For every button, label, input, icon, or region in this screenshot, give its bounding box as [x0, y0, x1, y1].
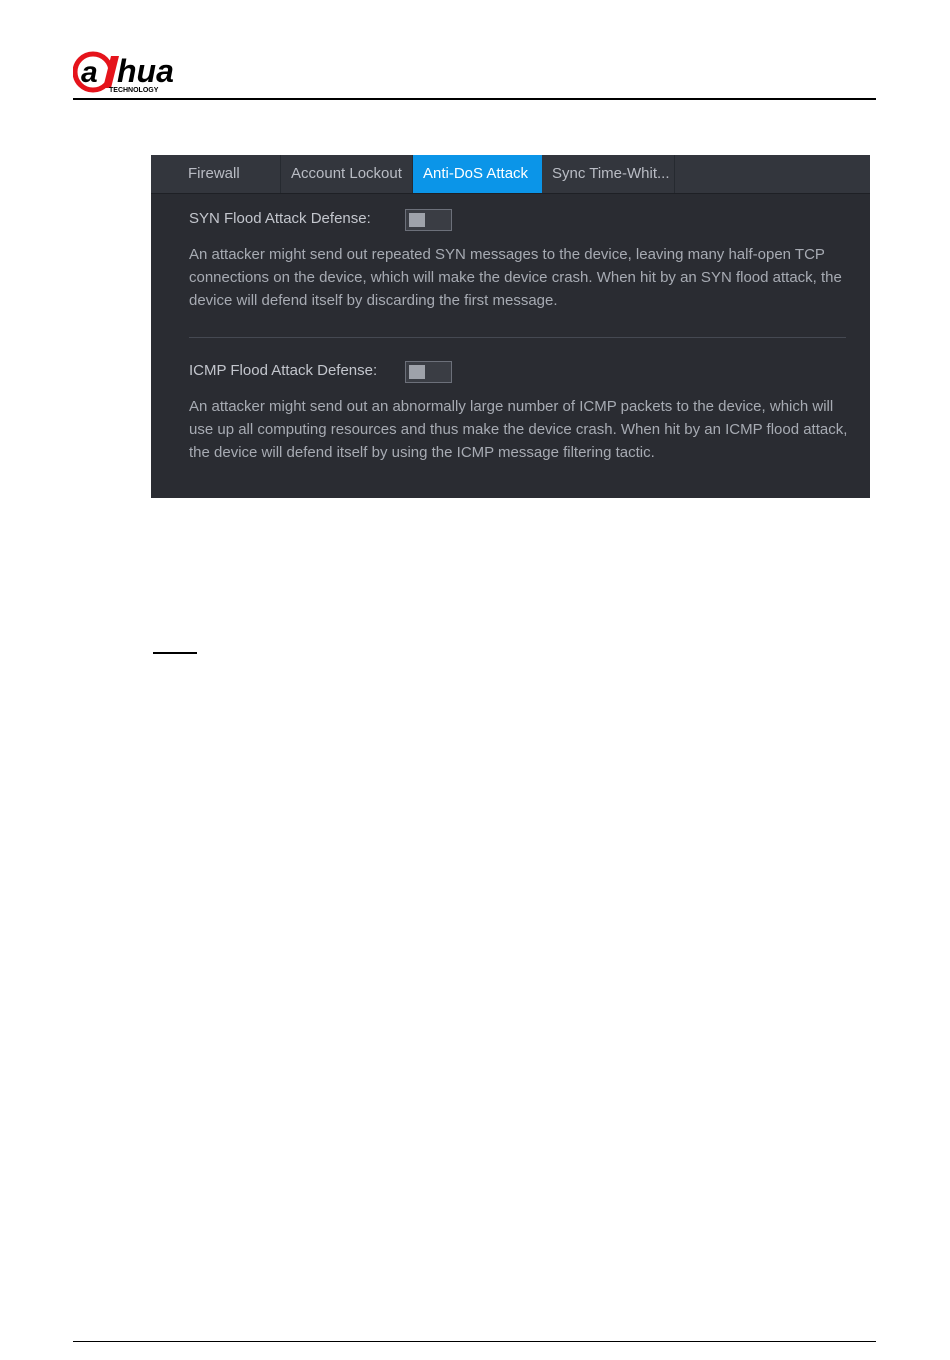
- toggle-knob: [409, 213, 425, 227]
- header-rule: [73, 98, 876, 100]
- tab-sync-time-whitelist[interactable]: Sync Time-Whit...: [542, 155, 675, 193]
- section-divider: [189, 337, 846, 338]
- icmp-flood-description: An attacker might send out an abnormally large number of ICMP packets to the device, which will use up all computing resources and thus make the device crash. When hit by an ICMP flood attack, the device will defend itself by using the ICMP message filtering tactic.: [189, 398, 848, 461]
- syn-flood-toggle[interactable]: [405, 209, 452, 231]
- toggle-knob: [409, 365, 425, 379]
- tab-bar: [151, 155, 870, 194]
- syn-flood-label: SYN Flood Attack Defense:: [189, 210, 371, 227]
- icmp-flood-label: ICMP Flood Attack Defense:: [189, 362, 378, 379]
- tab-firewall[interactable]: Firewall: [178, 155, 281, 193]
- tab-anti-dos-attack[interactable]: Anti-DoS Attack: [413, 155, 542, 193]
- anti-dos-panel: [151, 155, 870, 498]
- dahua-logo: [73, 48, 213, 94]
- syn-flood-description: An attacker might send out repeated SYN messages to the device, leaving many half-open TCP connections on the device, which will make the device crash. When hit by an SYN flood attack, the device will defend itself by discarding the first message.: [189, 246, 842, 309]
- svg-text:a: a: [81, 56, 98, 89]
- svg-text:TECHNOLOGY: TECHNOLOGY: [109, 87, 159, 94]
- tab-account-lockout[interactable]: Account Lockout: [281, 155, 413, 193]
- icmp-flood-toggle[interactable]: [405, 361, 452, 383]
- footer-rule: [73, 1341, 876, 1342]
- note-underline: [153, 652, 197, 654]
- svg-text:hua: hua: [117, 53, 174, 89]
